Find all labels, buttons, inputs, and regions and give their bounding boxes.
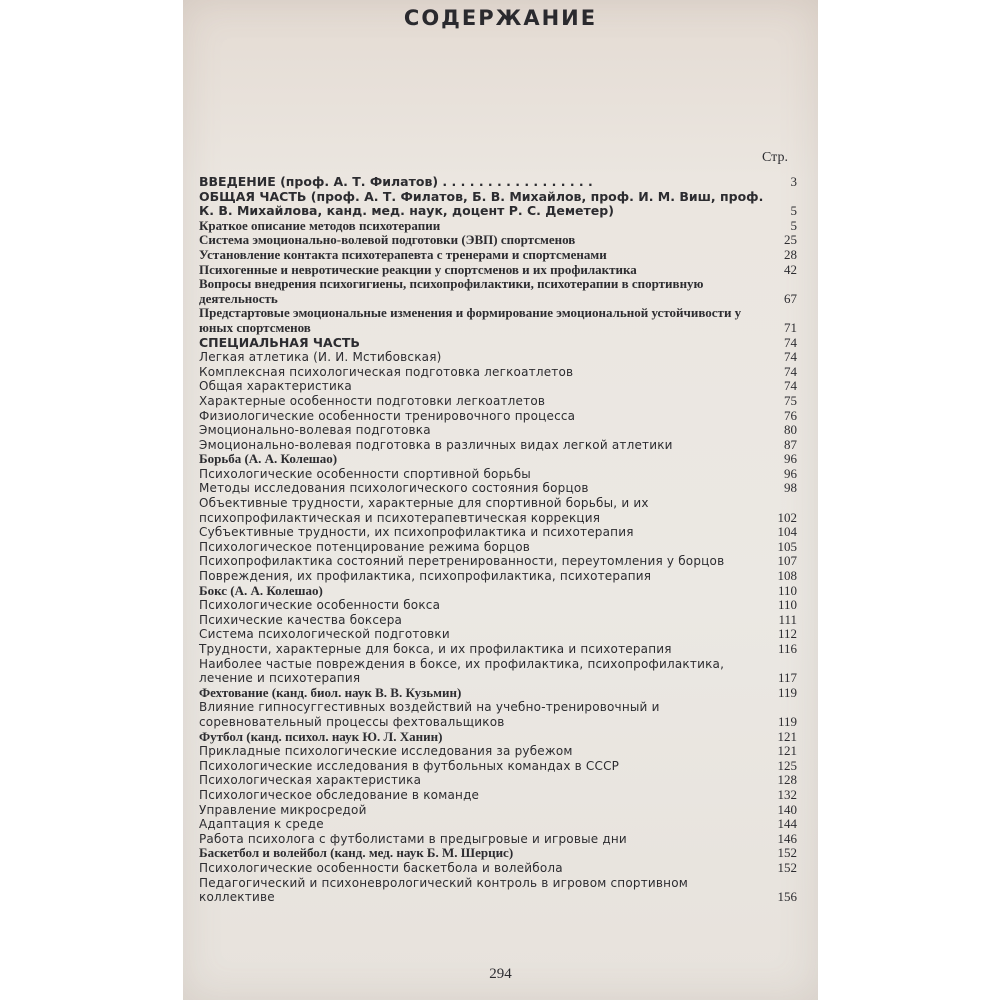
- toc-entry-title: ВВЕДЕНИЕ (проф. А. Т. Филатов) . . . . . . . . . . . . . . . . .: [199, 174, 593, 189]
- toc-entry-page: 152: [777, 845, 797, 861]
- toc-entry: [199, 365, 797, 380]
- toc-entry-title: Педагогический и психоневрологический контроль в игровом спортивном коллективе: [199, 875, 689, 905]
- toc-entry: [199, 248, 797, 263]
- toc-entry-page: 96: [784, 451, 797, 467]
- toc-entry: [199, 409, 797, 424]
- toc-entry-title: Психологическое обследование в команде: [199, 787, 480, 802]
- toc-entry-title: Работа психолога с футболистами в предыгровые и игровые дни: [199, 831, 627, 846]
- toc-entry: [199, 481, 797, 496]
- toc-entry-title: Адаптация к среде: [199, 817, 324, 832]
- toc-entry-page: 3: [790, 174, 797, 189]
- toc-entry-page: 119: [777, 684, 797, 700]
- page-number: 294: [489, 966, 512, 982]
- toc-entry-page: 80: [784, 422, 797, 438]
- toc-entry: [199, 540, 797, 555]
- toc-entry-title: Вопросы внедрения психогигиены, психопрофилактики, психотерапии в спортивную деятельность: [199, 276, 704, 306]
- toc-entry: [199, 525, 797, 540]
- toc-entry-page: 5: [790, 217, 797, 233]
- toc-entry-page: 98: [784, 480, 797, 496]
- toc-entry: [199, 788, 797, 803]
- toc-entry-page: 128: [777, 772, 797, 788]
- toc-entry-title: Субъективные трудности, их психопрофилактика и психотерапия: [199, 525, 634, 540]
- toc-entry-title: Психические качества боксера: [199, 612, 403, 627]
- toc-entry-page: 117: [777, 670, 797, 686]
- toc-entry-page: 74: [784, 349, 797, 365]
- toc-entry: [199, 569, 797, 584]
- toc-entry: [199, 175, 797, 190]
- toc-entry-page: 107: [777, 553, 797, 569]
- toc-entry-page: 75: [784, 392, 797, 408]
- toc-entry: [199, 876, 797, 905]
- toc-entry: [199, 219, 797, 234]
- toc-entry-title: СПЕЦИАЛЬНАЯ ЧАСТЬ: [199, 334, 360, 350]
- toc-entry-title: Психопрофилактика состояний перетренированности, переутомления у борцов: [199, 554, 725, 569]
- toc-entry-page: 67: [784, 290, 797, 306]
- toc-entry-page: 71: [784, 319, 797, 335]
- toc-entry: [199, 642, 797, 657]
- toc-entry-page: 74: [784, 378, 797, 394]
- toc-entry-title: Фехтование (канд. биол. наук В. В. Кузьмин): [199, 684, 462, 700]
- toc-entry-title: Психологическое потенцирование режима борцов: [199, 539, 531, 554]
- toc-entry-title: Психологические особенности бокса: [199, 598, 441, 613]
- toc-entry-title: Повреждения, их профилактика, психопрофилактика, психотерапия: [199, 569, 652, 584]
- toc-entry: [199, 263, 797, 278]
- toc-entry: [199, 759, 797, 774]
- toc-entry-title: Легкая атлетика (И. И. Мстибовская): [199, 350, 442, 365]
- toc-entry-title: Общая характеристика: [199, 379, 352, 394]
- toc-entry: [199, 686, 797, 701]
- toc-entry: [199, 700, 797, 729]
- toc-entry-title: Система эмоционально-волевой подготовки (ЭВП) спортсменов: [199, 232, 576, 248]
- toc-entry: [199, 627, 797, 642]
- toc-entry-title: Наиболее частые повреждения в боксе, их профилактика, психопрофилактика, лечение и психотерапия: [199, 656, 725, 686]
- toc-entry: [199, 803, 797, 818]
- toc-entry-page: 87: [784, 436, 797, 452]
- toc-entry-page: 110: [777, 597, 797, 613]
- toc-entry-title: Прикладные психологические исследования за рубежом: [199, 744, 573, 759]
- toc-entry: [199, 233, 797, 248]
- toc-entry-title: Предстартовые эмоциональные изменения и формирование эмоциональной устойчивости у юных спортсменов: [199, 305, 742, 335]
- toc-entry-page: 119: [777, 713, 797, 729]
- toc-entry-title: Психологические особенности спортивной борьбы: [199, 466, 531, 481]
- toc-entry-page: 104: [777, 524, 797, 540]
- toc-entry: [199, 613, 797, 628]
- toc-entry-page: 144: [777, 816, 797, 832]
- toc-entry: [199, 190, 797, 219]
- toc-entry-title: Борьба (А. А. Колешао): [199, 451, 338, 467]
- toc-entry-page: 116: [777, 641, 797, 656]
- toc-entry: [199, 496, 797, 525]
- toc-entry: [199, 379, 797, 394]
- toc-entry: [199, 350, 797, 365]
- toc-entry: [199, 277, 797, 306]
- toc-entry-page: 25: [784, 232, 797, 248]
- toc-entry-title: Эмоционально-волевая подготовка: [199, 423, 431, 438]
- toc-entry-page: 132: [777, 786, 797, 802]
- toc-entry-title: Краткое описание методов психотерапии: [199, 217, 441, 233]
- toc-entry: [199, 744, 797, 759]
- toc-entry-title: Методы исследования психологического состояния борцов: [199, 481, 589, 496]
- toc-entry-title: Психологические исследования в футбольных командах в СССР: [199, 758, 620, 773]
- toc-entry-page: 140: [777, 801, 797, 817]
- toc-entry-page: 156: [777, 889, 797, 905]
- toc-entry-title: Трудности, характерные для бокса, и их профилактика и психотерапия: [199, 642, 672, 656]
- contents-heading: СОДЕРЖАНИЕ: [403, 6, 598, 30]
- toc-entry-title: Психогенные и невротические реакции у спортсменов и их профилактика: [199, 261, 637, 277]
- toc-entry: [199, 306, 797, 335]
- toc-entry: [199, 584, 797, 599]
- toc-entry-title: Психологические особенности баскетбола и волейбола: [199, 860, 563, 875]
- toc-entry: [199, 730, 797, 745]
- toc-entry: [199, 394, 797, 409]
- page-column-label: Стр.: [762, 150, 788, 165]
- toc-entry-page: 121: [777, 743, 797, 759]
- toc-entry-page: 96: [784, 465, 797, 481]
- toc-entry-page: 76: [784, 407, 797, 423]
- toc-entry-page: 108: [777, 568, 797, 584]
- toc-entry: [199, 861, 797, 876]
- table-of-contents: [199, 175, 797, 905]
- toc-entry: [199, 846, 797, 861]
- toc-entry-title: Установление контакта психотерапевта с тренерами и спортсменами: [199, 246, 607, 262]
- toc-entry: [199, 657, 797, 686]
- toc-entry-page: 74: [784, 334, 797, 350]
- toc-entry-page: 42: [784, 261, 797, 277]
- toc-entry-page: 102: [777, 509, 797, 525]
- toc-entry-title: Психологическая характеристика: [199, 773, 422, 788]
- toc-entry: [199, 467, 797, 482]
- toc-entry-page: 5: [790, 203, 797, 219]
- toc-entry: [199, 832, 797, 847]
- toc-entry-title: Футбол (канд. психол. наук Ю. Л. Ханин): [199, 728, 443, 744]
- toc-entry: [199, 554, 797, 569]
- toc-entry: [199, 438, 797, 453]
- toc-entry-title: Эмоционально-волевая подготовка в различных видах легкой атлетики: [199, 437, 673, 452]
- toc-entry-page: 110: [777, 582, 797, 598]
- toc-entry-page: 111: [778, 611, 797, 627]
- toc-entry-page: 112: [777, 626, 797, 642]
- toc-entry: [199, 452, 797, 467]
- toc-entry-page: 74: [784, 363, 797, 379]
- toc-entry-page: 105: [777, 538, 797, 554]
- toc-entry: [199, 773, 797, 788]
- toc-entry-page: 146: [777, 830, 797, 846]
- toc-entry: [199, 336, 797, 351]
- toc-entry: [199, 598, 797, 613]
- toc-entry-title: ОБЩАЯ ЧАСТЬ (проф. А. Т. Филатов, Б. В. Михайлов, проф. И. М. Виш, проф. К. В. Михайлова, канд. мед. наук, доцент Р. С. Деметер): [199, 188, 764, 219]
- toc-entry: [199, 817, 797, 832]
- toc-entry-title: Управление микросредой: [199, 802, 367, 817]
- toc-entry-title: Баскетбол и волейбол (канд. мед. наук Б. М. Шерцис): [199, 845, 514, 861]
- toc-entry-title: Физиологические особенности тренировочного процесса: [199, 408, 576, 423]
- toc-entry-page: 125: [777, 757, 797, 773]
- toc-entry-title: Характерные особенности подготовки легкоатлетов: [199, 393, 546, 408]
- toc-entry-page: 152: [777, 859, 797, 875]
- toc-entry-title: Объективные трудности, характерные для спортивной борьбы, и их психопрофилактическая и психотерапевтическая коррекция: [199, 496, 649, 525]
- toc-entry-title: Комплексная психологическая подготовка легкоатлетов: [199, 364, 574, 379]
- toc-entry-title: Влияние гипносуггестивных воздействий на учебно-тренировочный и соревновательный процессы фехтовальщиков: [199, 700, 660, 729]
- toc-entry-page: 121: [777, 728, 797, 744]
- toc-entry-title: Бокс (А. А. Колешао): [199, 582, 323, 598]
- toc-entry-title: Система психологической подготовки: [199, 627, 450, 642]
- toc-entry: [199, 423, 797, 438]
- toc-entry-page: 28: [784, 246, 797, 262]
